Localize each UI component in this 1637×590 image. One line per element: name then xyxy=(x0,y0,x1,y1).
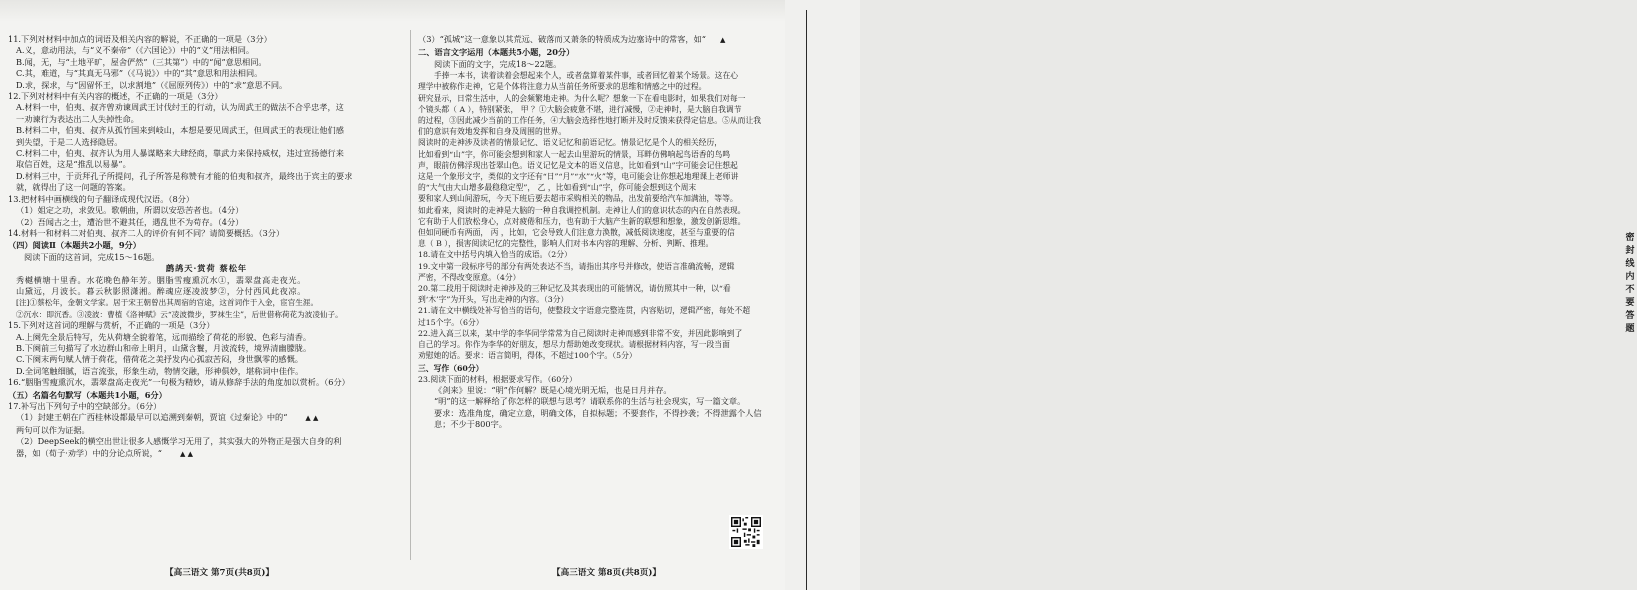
passage-line: 过15个字。（6分） xyxy=(418,317,484,327)
poem-title: 鹧鸪天·赏荷 蔡松年 xyxy=(165,263,248,274)
poem-line: 秀樾横塘十里香。水花晚色静年芳。胭脂雪瘦熏沉水①，翡翠盘高走夜光。 xyxy=(16,274,306,285)
passage-line: 但如同硬币有两面， 丙 ，比如，它会导致人们注意力涣散，减低阅读速度，甚至与重要的信 xyxy=(418,228,735,238)
passage-line: 如此看来，阅读时的走神是大脑的一种自我调控机制。走神让人们的意识状态的内在自然表现。 xyxy=(418,205,746,215)
question-line: A.义，意动用法，与“义不秦帝”（《六国论》）中的“义”用法相同。 xyxy=(16,45,255,56)
question-line: （四）阅读Ⅱ（本题共2小题，9分） xyxy=(8,240,141,251)
passage-line: 声，眼前仿佛浮现出苍翠山色。语义记忆是文本的语义信息，比如看到“山”字可能会记住想起 xyxy=(418,160,738,170)
page-footer-left: 【高三语文 第7页(共8页)】 xyxy=(165,568,275,578)
question-line: （2）吾闻古之士，遭治世不避其任，遇乱世不为苟存。（4分） xyxy=(16,216,244,227)
prompt-line: 息；不少于800字。 xyxy=(434,419,507,430)
question-line: A.上阕先全景后特写，先从荷塘全貌着笔，远而描绘了荷花的形貌、色彩与清香。 xyxy=(16,331,312,342)
question-line: 就，就得出了这一问题的答案。 xyxy=(16,182,131,193)
quote-line: 《剑来》里说：“明”作何解？既是心境光明无垢，也是日月并存。 xyxy=(434,384,672,395)
question-line: （1）姐定之功，求敛见。歌朝曲，所谓以安恐苦者也。（4分） xyxy=(16,205,244,216)
passage-line: 22.进入高三以来，某中学的李华同学常常为自己阅读时走神而感到非常不安，并因此影响到了 xyxy=(418,328,743,338)
question-line: 16.“胭脂雪瘦熏沉水，翡翠盘高走夜光”一句极为精妙，请从修辞手法的角度加以赏析。（6分） xyxy=(8,377,350,388)
passage-line: 21.请在文中横线处补写恰当的语句，使整段文字语意完整连贯，内容贴切，逻辑严密，每处不超 xyxy=(418,306,751,316)
question-line: （3）“孤城”这一意象以其荒远、破落而又萧条的特质成为边塞诗中的常客，如“ ▲ xyxy=(418,34,726,44)
passage-line: 个镜头都（ A ），特别紧张， 甲 ？①大脑会疲惫不堪，进行减慢，②走神时，是大脑自我调节 xyxy=(418,104,742,114)
passage-line: 20.第二段用于阅读时走神涉及的三种记忆及其表现出的可能情况，请仿照其中一种，以“看 xyxy=(418,284,731,294)
binding-line xyxy=(806,10,807,590)
question-line: 到失望，于是二人选择隐居。 xyxy=(16,136,123,147)
answer-blank: ▲ ▲ xyxy=(179,449,193,458)
answer-blank: ▲ xyxy=(719,36,726,44)
question-line: C.材料二中，伯夷、叔齐认为用人暴谋略来大肆经商，靠武力来保持威权，违过宣扬德行来 xyxy=(16,148,344,159)
poem-note: ②沉水：即沉香。③凌波：曹植《洛神赋》云“凌波微步，罗袜生尘”，后世借称荷花为波凌仙子。 xyxy=(16,309,343,319)
question-line: （2）DeepSeek的横空出世让很多人感慨学习无用了，其实强大的外物正是强大自身的利 xyxy=(16,436,342,447)
question-line: 两句可以作为证据。 xyxy=(16,424,90,435)
passage-line: 这是一个象形文字，类似的文字还有“日”“月”“水”“火”等，电可能会让你想起地理课上老师讲 xyxy=(418,172,739,182)
question-line: 15.下列对这首词的理解与赏析，不正确的一项是（3分） xyxy=(8,320,215,331)
passage-line: 要和家人到山间游玩，今天下班后要去超市采购相关的物品，出发前要给汽车加满油，等等。 xyxy=(418,194,738,204)
question-line: 器，如（荀子·劝学）中的分论点所说，“ ▲ ▲ xyxy=(16,447,193,458)
prompt-line: 要求：选准角度，确定立意，明确文体，自拟标题；不要套作，不得抄袭；不得泄露个人信 xyxy=(434,407,762,418)
page-footer-right: 【高三语文 第8页(共8页)】 xyxy=(552,568,662,578)
question-line: C.其，难道，与“其真无马邪”（《马说》）中的“其”意思和用法相同。 xyxy=(16,68,263,79)
passage-line: 它有助于人们放松身心，点对疲倦和压力，也有助于大脑产生新的联想和想象，激发创新思维。 xyxy=(418,216,746,226)
question-line: （1）封建王朝在广西桂林设都最早可以追溯到秦朝，贾谊《过秦论》中的“ ▲ ▲ xyxy=(16,412,319,423)
question-line: 11.下列对材料中加点的词语及相关内容的解说，不正确的一项是（3分） xyxy=(8,34,272,44)
passage-line: 手捧一本书，读着读着会想起来个人，或者盘算着某件事，或者回忆着某个场景。这在心 xyxy=(434,71,739,81)
passage-line: 理学中被称作走神，它是个体将注意力从当前任务所要求的思维和情感之中的过程。 xyxy=(418,82,707,92)
question-line: 取信百姓，这是“推乱以易暴”。 xyxy=(16,159,131,170)
passage-line: 自己的学习。你作为李华的好朋友，想尽力帮助她改变现状。请根据材料内容，写一段当面 xyxy=(418,340,730,350)
question-line: B.闻，无，与“土地平旷，屋舍俨然”（三其第”）中的“闻”意思相同。 xyxy=(16,56,267,67)
passage-line: 比如看到“山”字，你可能会想到和家人一起去山里游玩的情景，耳畔仿佛响起鸟语香的鸟鸣 xyxy=(418,149,731,159)
question-line: D.全词笔触细腻，语言流张，形象生动，物情交融，形神俱妙，堪称词中佳作。 xyxy=(16,365,304,376)
question-line: 13.把材料中画横线的句子翻译成现代汉语。（8分） xyxy=(8,193,195,204)
question-line: 二、语言文字运用（本题共5小题，20分） xyxy=(418,47,575,58)
left-column xyxy=(8,34,405,556)
qr-code-icon xyxy=(731,517,761,547)
question-line: 14.材料一和材料二对伯夷、叔齐二人的评价有何不同？请简要概括。（3分） xyxy=(8,227,285,238)
question-line: 17.补写出下列句子中的空缺部分。（6分） xyxy=(8,401,162,411)
passage-line: 研究显示，日常生活中，人的会频繁地走神。为什么呢？想象一下在看电影时，如果我们对每一 xyxy=(418,93,746,103)
scan-top-edge xyxy=(0,0,860,22)
answer-blank: ▲ ▲ xyxy=(305,414,319,423)
passage-line: 严密，不得改变原意。（4分） xyxy=(418,272,521,282)
passage-line: 阅读时的走神涉及读者的情景记忆、语义记忆和前语记忆。情景记忆是个人的相关经历， xyxy=(418,138,723,148)
prompt-line: “明”的这一解释给了你怎样的联想与思考？请联系你的生活与社会现实，写一篇文章。 xyxy=(434,396,746,407)
poem-line: 山黛远，月波长。暮云秋影照潇湘。醉魂应逐凌波梦②，分付西风此夜凉。 xyxy=(16,285,306,296)
question-line: 一劝谏行为表达出二人失掉性命。 xyxy=(16,113,139,124)
question-line: 阅读下面的这首词，完成15～16题。 xyxy=(24,251,160,262)
passage-line: 劝慰她的话。要求：语言简明，得体，不超过100个字。（5分） xyxy=(418,351,637,361)
question-line: A.材料一中，伯夷、叔齐曾劝谏周武王讨伐纣王的行动，认为周武王的做法不合乎忠孝，这 xyxy=(16,102,344,113)
passage-line: 三、写作（60分） xyxy=(418,363,484,373)
question-line: 12.下列对材料中有关内容的概述，不正确的一项是（3分） xyxy=(8,91,223,102)
passage-line: 18.请在文中括号内填入恰当的成语。（2分） xyxy=(418,250,572,260)
question-line: D.材料三中，于贡拜孔子所提问，孔子所答是称赞有才能的伯夷和叔齐，最终出于宾主的要求 xyxy=(16,170,353,181)
poem-note: [注]①蔡松年，金朝文学家。居于宋王朝曾出其周宿的官途，这首词作于入金，宦官生涯。 xyxy=(16,298,319,308)
binding-margin xyxy=(785,0,1635,590)
question-line: B.下阕前三句描写了水边群山和帝上明月，山黛含鬟，月波流转，境界清幽朦胧。 xyxy=(16,342,312,353)
column-divider xyxy=(410,30,411,560)
right-column xyxy=(418,34,778,556)
question-line: D.求，探求，与“因留怀王，以求割地”（《屈原列传》）中的“求”意思不同。 xyxy=(16,79,288,90)
passage-line: 19.文中第一段标序号的部分有两处表达不当，请指出其序号并修改，使语言准确流畅，逻辑 xyxy=(418,261,735,271)
passage-line: 的过程，③因此减少当前的工作任务，④大脑会选择性地打断并及时反馈来获得定信息。⑤从而让我 xyxy=(418,116,762,126)
passage-line: 到‘木’字”为开头，写出走神的内容。（3分） xyxy=(418,295,569,305)
question-line: B.材料二中，伯夷、叔齐从孤竹国来到岐山，本想是要见周武王，但周武王的表现让他们感 xyxy=(16,125,344,136)
binding-margin-text: 密 封 线 内 不 要 答 题 xyxy=(1625,233,1635,334)
question-line: （五）名篇名句默写（本题共1小题，6分） xyxy=(8,389,167,400)
passage-line: 的“大气由大山增多最稳稳定型”， 乙 ，比如看到“山”字，你可能会想到这个周末 xyxy=(418,183,697,193)
question-line: C.下阕末两句赋人情于荷花，借荷花之美抒发内心孤寂苦闷，身世飘零的感慨。 xyxy=(16,354,303,365)
passage-line: 息（ B ），损害阅读记忆的完整性，影响人们对书本内容的理解、分析、判断、推理。 xyxy=(418,239,714,249)
question-line: 阅读下面的文字，完成18～22题。 xyxy=(434,58,562,69)
passage-line: 23.阅读下面的材料，根据要求写作。（60分） xyxy=(418,374,577,384)
passage-line: 们的意识有效地发挥和自身及周围的世界。 xyxy=(418,127,567,137)
qr-code xyxy=(729,515,763,549)
